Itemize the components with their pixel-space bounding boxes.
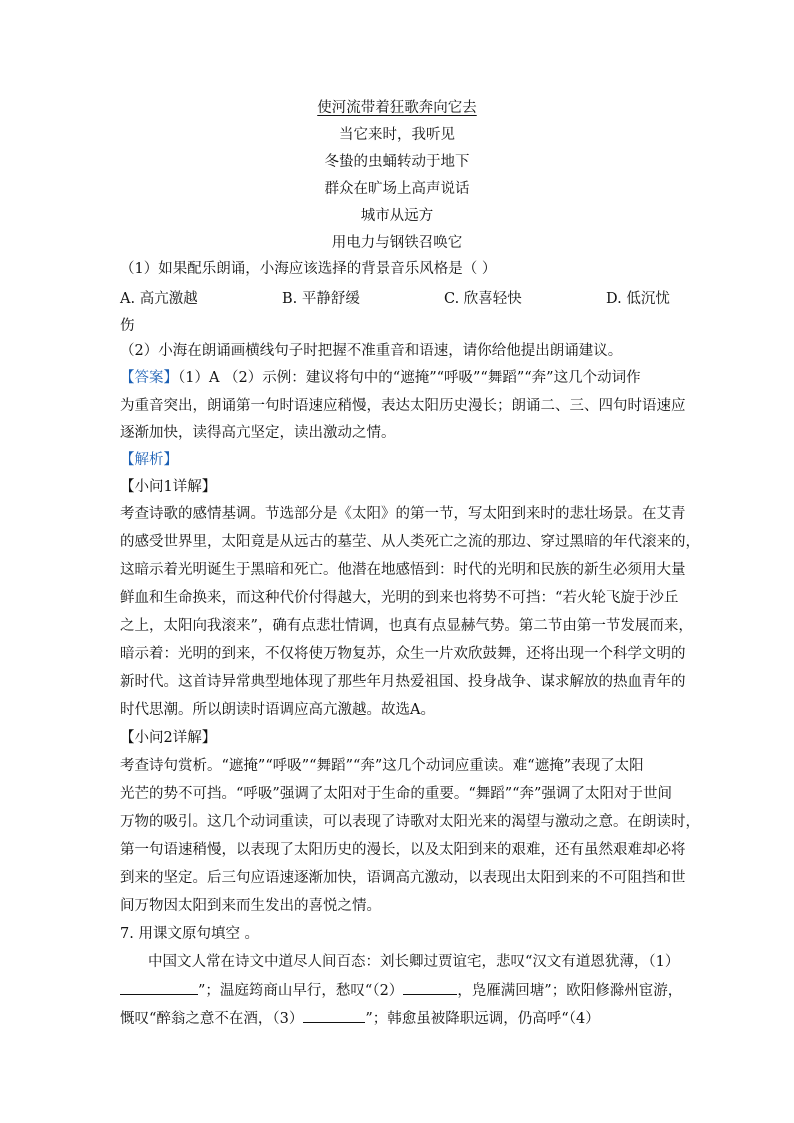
sub1-heading: 【小问1详解】 (120, 479, 217, 495)
question-7-text: ”；韩愈虽被降职远调，仍高呼“（4） (365, 1011, 600, 1027)
sub2-line: 间万物因太阳到来而生发出的喜悦之情。 (120, 898, 381, 914)
poem-line-underlined: 使河流带着狂歌奔向它去 (317, 100, 477, 116)
option-b: B. 平静舒缓 (282, 291, 360, 307)
sub1-line: 这暗示着光明诞生于黑暗和死亡。他潜在地感悟到：时代的光明和民族的新生必须用大量 (120, 562, 686, 578)
question-1-stem: （1）如果配乐朗诵，小海应该选择的背景音乐风格是（ ） (120, 261, 497, 277)
sub1-line: 时代思潮。所以朗读时语调应高亢激越。故选A。 (120, 702, 435, 718)
sub1-line: 之上，太阳向我滚来”，确有点悲壮情调，也真有点显赫气势。第二节由第一节发展而来， (120, 618, 693, 634)
sub2-line: 考查诗句赏析。“遮掩”“呼吸”“舞蹈”“奔”这几个动词应重读。难“遮掩”表现了太阳 (120, 758, 644, 774)
sub1-line: 暗示着：光明的到来，不仅将使万物复苏，众生一片欢欣鼓舞，还将出现一个科学文明的 (120, 646, 686, 662)
sub1-line: 鲜血和生命换来，而这种代价付得越大，光明的到来也将势不可挡：“若火轮飞旋于沙丘 (120, 590, 679, 606)
question-7-text: ”；温庭筠商山早行，愁叹“（2） (198, 983, 404, 999)
poem-line: 冬蛰的虫蛹转动于地下 (324, 154, 470, 170)
fill-blank-1[interactable] (120, 980, 198, 995)
answer-line (120, 368, 676, 388)
answer-text: （1）A （2）示例：建议将句中的“遮掩”“呼吸”“舞蹈”“奔”这几个动词作 (178, 370, 641, 386)
poem-line: 城市从远方 (360, 208, 434, 224)
sub2-line: 到来的坚定。后三句应语速逐渐加快，语调高亢激动，以表现出太阳到来的不可阻挡和世 (120, 870, 686, 886)
sub2-heading: 【小问2详解】 (120, 730, 217, 746)
sub2-line: 万物的吸引。这几个动词重读，可以表现了诗歌对太阳光来的渴望与激动之意。在朗读时， (120, 814, 700, 830)
sub1-line: 的感受世界里，太阳竟是从远古的墓茔、从人类死亡之流的那边、穿过黑暗的年代滚来的， (120, 534, 700, 550)
fill-blank-2[interactable] (403, 980, 457, 995)
answer-tag: 【答案】 (120, 370, 178, 386)
poem-line: 当它来时，我听见 (339, 127, 455, 143)
question-7-title: 7. 用课文原句填空 。 (120, 926, 260, 942)
fill-blank-3[interactable] (303, 1008, 365, 1023)
answer-line: 逐渐加快，读得高亢坚定，读出激动之情。 (120, 425, 396, 441)
question-7-paragraph-line: 中国文人常在诗文中道尽人间百态：刘长卿过贾谊宅，悲叹“汉文有道恩犹薄，（1） (148, 954, 680, 970)
poem-line: 群众在旷场上高声说话 (324, 181, 470, 197)
answer-line: 为重音突出，朗诵第一句时语速应稍慢，表达太阳历史漫长；朗诵二、三、四句时语速应 (120, 398, 686, 414)
question-7-text: 慨叹“醉翁之意不在酒，（3） (120, 1011, 304, 1027)
analysis-tag: 【解析】 (120, 452, 178, 468)
question-2-stem: （2）小海在朗诵画横线句子时把握不准重音和语速，请你给他提出朗诵建议。 (120, 343, 623, 359)
sub2-line: 第一句语速稍慢，以表现了太阳历史的漫长，以及太阳到来的艰难，还有虽然艰难却必将 (120, 842, 686, 858)
poem-line: 用电力与钢铁召唤它 (331, 235, 463, 251)
option-c: C. 欣喜轻快 (444, 291, 522, 307)
sub1-line: 新时代。这首诗异常典型地体现了那些年月热爱祖国、投身战争、谋求解放的热血青年的 (120, 674, 686, 690)
question-7-text: ，凫雁满回塘”；欧阳修滁州宦游， (457, 983, 683, 999)
question-7-paragraph-line (120, 980, 683, 1001)
sub1-line: 考查诗歌的感情基调。节选部分是《太阳》的第一节，写太阳到来时的悲壮场景。在艾青 (120, 506, 686, 522)
option-d: D. 低沉忧 (606, 291, 670, 307)
question-7-paragraph-line (120, 1008, 676, 1029)
sub2-line: 光芒的势不可挡。“呼吸”强调了太阳对于生命的重要。“舞蹈”“奔”强调了太阳对于世间 (120, 786, 672, 802)
option-d-wrap: 伤 (120, 318, 135, 334)
option-a: A. 高亢激越 (120, 291, 198, 307)
